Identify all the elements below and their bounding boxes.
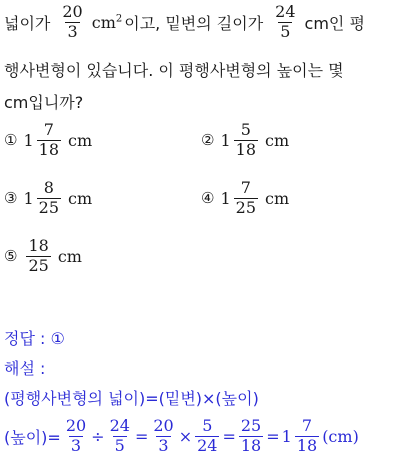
option-marker: ② [201,131,215,150]
result-whole: 1 [281,426,292,446]
explanation-label: 해설 : [4,359,46,378]
option-marker: ④ [201,189,215,208]
option-marker: ① [4,131,18,150]
option-unit: cm [68,130,93,150]
option-fraction: $\frac{7}{18}$ [38,120,59,159]
calc-fraction-3: $\frac{20}{3}$ [153,416,174,455]
option-unit: cm [57,246,82,266]
option-3[interactable] [4,180,92,217]
calculation-line [4,418,359,455]
calc-fraction-4: $\frac{5}{24}$ [197,416,218,455]
divide-sign: ÷ [91,426,105,446]
area-denominator: 3 [67,21,78,41]
question-line-3: cm입니까? [4,93,84,112]
base-unit: cm인 평 [304,13,365,33]
base-denominator: 5 [280,21,291,41]
option-fraction: $\frac{18}{25}$ [28,236,49,275]
result-unit: (cm) [322,426,359,446]
option-fraction: $\frac{7}{25}$ [235,178,256,217]
question-line-2: 행사변형이 있습니다. 이 평행사변형의 높이는 몇 [4,61,344,80]
option-whole: 1 [220,188,231,208]
calc-prefix: (높이)= [4,427,61,447]
option-4[interactable] [201,180,289,217]
base-numerator: 24 [275,2,296,21]
option-whole: 1 [220,130,231,150]
option-1[interactable] [4,122,92,159]
formula-line: (평행사변형의 넓이)=(밑변)×(높이) [4,389,259,408]
mid-text: 이고, 밑변의 길이가 [124,13,264,33]
option-unit: cm [68,188,93,208]
question-line-1 [4,4,365,41]
answer-label: 정답 : ① [4,329,65,348]
option-marker: ③ [4,189,18,208]
base-fraction [273,4,297,41]
area-prefix: 넓이가 [4,13,51,33]
option-fraction: $\frac{8}{25}$ [38,178,59,217]
option-whole: 1 [23,188,34,208]
calc-fraction-1: $\frac{20}{3}$ [65,416,87,455]
option-whole: 1 [23,130,34,150]
option-fraction: $\frac{5}{18}$ [235,120,256,159]
equals-sign: = [222,426,236,446]
calc-fraction-5: $\frac{25}{18}$ [240,416,262,455]
option-unit: cm [265,130,290,150]
equals-sign: = [134,426,149,446]
area-unit: $cm^2$ [91,12,123,32]
multiply-sign: × [178,426,193,446]
option-marker: ⑤ [4,247,18,266]
option-5[interactable] [4,238,82,275]
area-numerator: 20 [62,2,83,21]
calc-fraction-2: $\frac{24}{5}$ [109,416,130,455]
area-fraction [60,4,84,41]
result-fraction: $\frac{7}{18}$ [296,416,318,455]
option-unit: cm [265,188,290,208]
option-2[interactable] [201,122,289,159]
equals-sign: = [266,426,280,446]
